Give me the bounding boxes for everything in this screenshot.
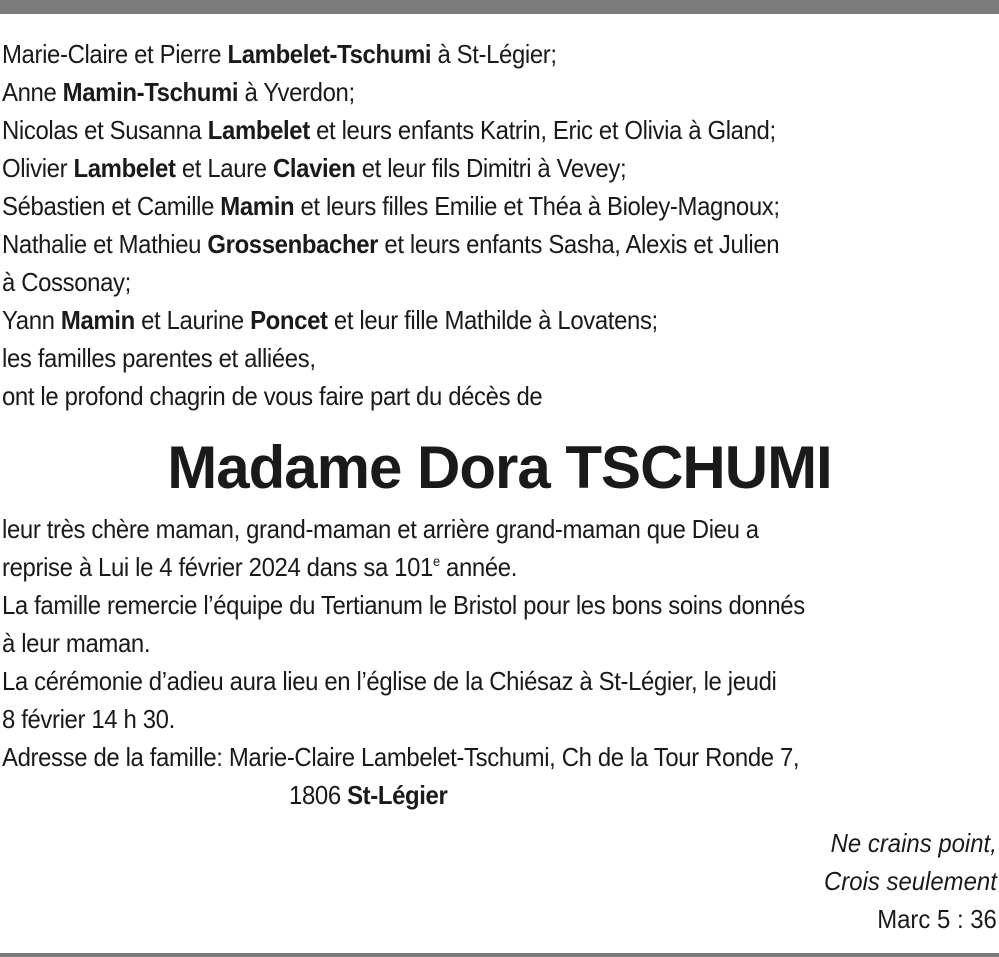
verse-line: Crois seulement	[824, 866, 997, 896]
notice-line: 8 février 14 h 30.	[2, 704, 175, 734]
deceased-name: Madame Dora TSCHUMI	[167, 434, 832, 501]
family-line: Nathalie et Mathieu Grossenbacher et leurs enfants Sasha, Alexis et Julien	[2, 229, 780, 259]
family-address-city: 1806 St-Légier	[289, 780, 448, 810]
notice-line: La cérémonie d’adieu aura lieu en l’église de la Chiésaz à St-Légier, le jeudi	[2, 666, 777, 696]
top-rule	[0, 0, 999, 14]
family-line: Yann Mamin et Laurine Poncet et leur fille Mathilde à Lovatens;	[2, 305, 658, 335]
family-line: Sébastien et Camille Mamin et leurs filles Emilie et Théa à Bioley-Magnoux;	[2, 191, 780, 221]
notice-line: leur très chère maman, grand-maman et arrière grand-maman que Dieu a	[2, 514, 759, 544]
family-address: Adresse de la famille: Marie-Claire Lambelet-Tschumi, Ch de la Tour Ronde 7,	[2, 742, 800, 772]
family-line: Nicolas et Susanna Lambelet et leurs enfants Katrin, Eric et Olivia à Gland;	[2, 115, 776, 145]
verse-line: Ne crains point,	[830, 828, 997, 858]
family-line: Olivier Lambelet et Laure Clavien et leur fils Dimitri à Vevey;	[2, 153, 627, 183]
notice-line: reprise à Lui le 4 février 2024 dans sa 101e année.	[2, 552, 517, 582]
notice-line: La famille remercie l’équipe du Tertianum le Bristol pour les bons soins donnés	[2, 590, 805, 620]
bottom-rule	[0, 953, 999, 957]
announcement-line: ont le profond chagrin de vous faire part du décès de	[2, 381, 543, 411]
notice-line: à leur maman.	[2, 628, 151, 658]
family-list	[2, 35, 998, 415]
family-line: les familles parentes et alliées,	[2, 343, 316, 373]
bible-verse	[824, 824, 997, 938]
family-line: Anne Mamin-Tschumi à Yverdon;	[2, 77, 355, 107]
family-line: Marie-Claire et Pierre Lambelet-Tschumi à St-Légier;	[2, 39, 557, 69]
verse-reference: Marc 5 : 36	[877, 904, 997, 934]
family-line: à Cossonay;	[2, 267, 131, 297]
notice-body	[2, 510, 998, 814]
